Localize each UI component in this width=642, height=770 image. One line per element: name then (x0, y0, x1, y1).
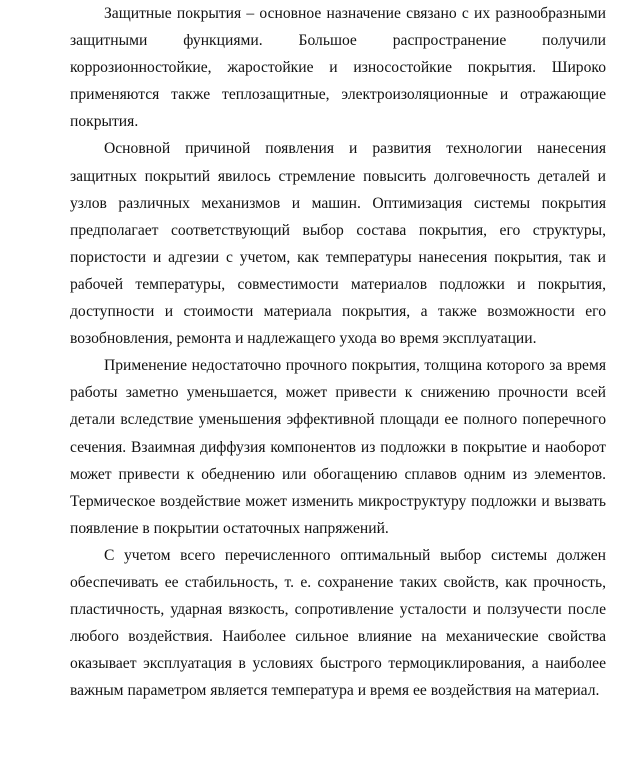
paragraph-protective-coatings: Защитные покрытия – основное назначение связано с их разнообразными защитными функциями. Большое распространение получили коррозионностойкие, жаростойкие и износостойкие покрытия. Широко применяются также теплозащитные, электроизоляционные и отражающие покрытия. (70, 5, 606, 131)
document-page (70, 0, 606, 704)
paragraph-coating-technology: Основной причиной появления и развития технологии нанесения защитных покрытий явилось стремление повысить долговечность деталей и узлов различных механизмов и машин. Оптимизация системы покрытия предполагает соответствующий выбор состава покрытия, его структуры, пористости и адгезии с учетом, как температуры нанесения покрытия, так и рабочей температуры, совместимости материалов подложки и покрытия, доступности и стоимости материала покрытия, а также возможности его возобновления, ремонта и надлежащего ухода во время эксплуатации. (70, 140, 606, 348)
paragraph-optimal-choice: С учетом всего перечисленного оптимальный выбор системы должен обеспечивать ее стабильность, т. е. сохранение таких свойств, как прочность, пластичность, ударная вязкость, сопротивление усталости и ползучести после любого воздействия. Наиболее сильное влияние на механические свойства оказывает эксплуатация в условиях быстрого термоциклирования, а наиболее важным параметром является температура и время ее воздействия на материал. (70, 546, 606, 700)
paragraph-insufficient-coating: Применение недостаточно прочного покрытия, толщина которого за время работы заметно уменьшается, может привести к снижению прочности всей детали вследствие уменьшения эффективной площади ее полного поперечного сечения. Взаимная диффузия компонентов из подложки в покрытие и наоборот может привести к обеднению или обогащению сплавов одним из элементов. Термическое воздействие может изменить микроструктуру подложки и вызвать появление в покрытии остаточных напряжений. (70, 357, 606, 537)
